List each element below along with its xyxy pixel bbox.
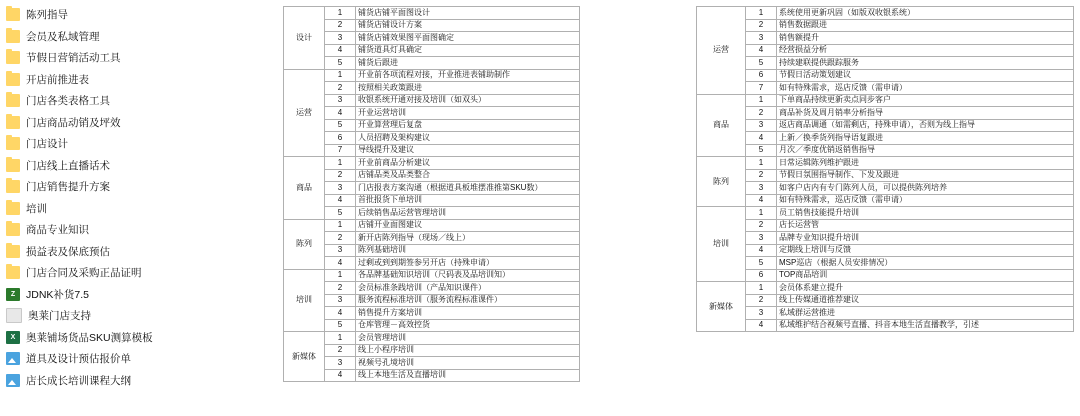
- service-table-middle: [283, 6, 580, 382]
- table-row: [697, 32, 1074, 45]
- table-row: [284, 319, 580, 332]
- table-row: [284, 244, 580, 257]
- table-row: [284, 7, 580, 20]
- row-number-cell: 4: [325, 194, 356, 207]
- folder-icon: [6, 73, 20, 86]
- row-number-cell: 3: [325, 32, 356, 45]
- list-item-label: 店长成长培训课程大纲: [26, 374, 131, 387]
- table-row: [697, 7, 1074, 20]
- category-cell: 设计: [284, 7, 325, 70]
- list-item[interactable]: [4, 133, 270, 155]
- row-text-cell: 铺货后跟进: [356, 57, 580, 70]
- row-text-cell: 铺货道具灯具确定: [356, 44, 580, 57]
- category-cell: 商品: [284, 157, 325, 220]
- table-row: [284, 207, 580, 220]
- row-text-cell: 服务流程标准培训（服务流程标准课件）: [356, 294, 580, 307]
- table-row: [697, 244, 1074, 257]
- row-text-cell: 会员管理培训: [356, 332, 580, 345]
- list-item[interactable]: [4, 112, 270, 134]
- list-item[interactable]: [4, 305, 270, 327]
- list-item-label: 会员及私域管理: [26, 30, 100, 43]
- row-text-cell: 过剩或到到期签参另开店（持殊申请）: [356, 257, 580, 270]
- row-number-cell: 2: [746, 169, 777, 182]
- doc-icon: [6, 308, 22, 323]
- row-number-cell: 5: [325, 207, 356, 220]
- row-number-cell: 3: [746, 307, 777, 320]
- row-number-cell: 1: [746, 207, 777, 220]
- row-number-cell: 3: [325, 294, 356, 307]
- list-item-label: 奥莱铺场货品SKU测算模板: [26, 331, 153, 344]
- list-item[interactable]: [4, 26, 270, 48]
- table-row: [284, 219, 580, 232]
- table-row: [697, 82, 1074, 95]
- row-text-cell: 门店报表方案沟通（根据道具板堆摆准推第SKU数）: [356, 182, 580, 195]
- row-number-cell: 3: [746, 32, 777, 45]
- row-number-cell: 2: [746, 294, 777, 307]
- row-number-cell: 4: [746, 132, 777, 145]
- table-row: [284, 194, 580, 207]
- table-row: [284, 182, 580, 195]
- category-cell: 运营: [284, 69, 325, 157]
- list-item-label: 商品专业知识: [26, 224, 89, 237]
- table-row: [697, 44, 1074, 57]
- row-number-cell: 3: [325, 182, 356, 195]
- table-row: [697, 182, 1074, 195]
- row-text-cell: 会员标准条践培训（产品知识课件）: [356, 282, 580, 295]
- row-number-cell: 2: [746, 107, 777, 120]
- row-number-cell: 1: [325, 7, 356, 20]
- table-row: [697, 269, 1074, 282]
- row-text-cell: 后续销售品运营管理培训: [356, 207, 580, 220]
- table-row: [697, 169, 1074, 182]
- row-text-cell: 店铺开业面图建议: [356, 219, 580, 232]
- table-row: [284, 19, 580, 32]
- table-row: [284, 44, 580, 57]
- folder-icon: [6, 8, 20, 21]
- list-item[interactable]: [4, 327, 270, 349]
- row-number-cell: 1: [325, 69, 356, 82]
- row-number-cell: 4: [746, 44, 777, 57]
- table-row: [697, 107, 1074, 120]
- row-text-cell: 开业算营理后复盘: [356, 119, 580, 132]
- row-text-cell: 系统使用更新巩固（如版双收银系统）: [777, 7, 1074, 20]
- table-row: [284, 282, 580, 295]
- category-cell: 新媒体: [697, 282, 746, 332]
- list-item[interactable]: [4, 155, 270, 177]
- list-item-label: 培训: [26, 202, 47, 215]
- row-text-cell: 上新／换季货列指导语复跟进: [777, 132, 1074, 145]
- table-row: [284, 232, 580, 245]
- row-text-cell: 人员招聘及架构建议: [356, 132, 580, 145]
- row-text-cell: 私域维护结合视频号直播、抖音本地生活直播教学，引述: [777, 319, 1074, 332]
- row-text-cell: 经营损益分析: [777, 44, 1074, 57]
- table-row: [697, 257, 1074, 270]
- row-text-cell: 如客户店内有专门陈列人员，可以提供陈列培养: [777, 182, 1074, 195]
- row-number-cell: 3: [746, 182, 777, 195]
- service-table-right: [696, 6, 1074, 332]
- table-row: [284, 144, 580, 157]
- table-row: [284, 32, 580, 45]
- list-item-label: 道具及设计预估报价单: [26, 353, 131, 366]
- row-text-cell: 线上传媒通道推荐建议: [777, 294, 1074, 307]
- row-text-cell: 品牌专业知识提升培训: [777, 232, 1074, 245]
- image-icon: [6, 374, 20, 387]
- row-number-cell: 3: [325, 244, 356, 257]
- list-item-label: JDNK补货7.5: [26, 288, 90, 301]
- list-item[interactable]: [4, 284, 270, 306]
- row-number-cell: 1: [746, 7, 777, 20]
- list-item[interactable]: [4, 69, 270, 91]
- category-cell: 培训: [697, 207, 746, 282]
- table-row: [697, 144, 1074, 157]
- list-item-label: 奥莱门店支持: [28, 310, 91, 323]
- category-cell: 陈列: [284, 219, 325, 269]
- row-number-cell: 1: [746, 157, 777, 170]
- row-text-cell: MSP巡店（根据人员安排情况）: [777, 257, 1074, 270]
- table-row: [697, 232, 1074, 245]
- row-text-cell: TOP商品培训: [777, 269, 1074, 282]
- row-text-cell: 陈列基础培训: [356, 244, 580, 257]
- table-row: [284, 269, 580, 282]
- row-text-cell: 首批报货下单培训: [356, 194, 580, 207]
- category-cell: 运营: [697, 7, 746, 95]
- row-number-cell: 1: [746, 94, 777, 107]
- row-number-cell: 2: [325, 232, 356, 245]
- row-text-cell: 商品补货及周月销率分析指导: [777, 107, 1074, 120]
- list-item-label: 门店设计: [26, 138, 68, 151]
- row-text-cell: 铺货店铺平面图设计: [356, 7, 580, 20]
- row-text-cell: 日常运辑陈列维护跟进: [777, 157, 1074, 170]
- row-text-cell: 收银系统开通对接及培训（如双头）: [356, 94, 580, 107]
- row-number-cell: 6: [746, 69, 777, 82]
- list-item-label: 门店线上直播话术: [26, 159, 110, 172]
- table-row: [697, 207, 1074, 220]
- folder-icon: [6, 202, 20, 215]
- file-list[interactable]: [0, 0, 270, 416]
- row-text-cell: 各品牌基础知识培训（尺码表及品培训知）: [356, 269, 580, 282]
- row-number-cell: 5: [325, 57, 356, 70]
- row-text-cell: 线上本地生活及直播培训: [356, 369, 580, 382]
- zip-icon: Z: [6, 288, 20, 301]
- row-text-cell: 线上小程序培训: [356, 344, 580, 357]
- row-text-cell: 视频号孔境培训: [356, 357, 580, 370]
- xls-icon: X: [6, 331, 20, 344]
- list-item[interactable]: [4, 370, 270, 392]
- table-row: [697, 119, 1074, 132]
- list-item-label: 节假日营销活动工具: [26, 52, 121, 65]
- table-row: [284, 69, 580, 82]
- row-number-cell: 2: [325, 282, 356, 295]
- list-item[interactable]: [4, 90, 270, 112]
- row-text-cell: 销售数据跟进: [777, 19, 1074, 32]
- row-number-cell: 2: [325, 169, 356, 182]
- row-number-cell: 3: [325, 94, 356, 107]
- list-item-label: 损益表及保底预估: [26, 245, 110, 258]
- row-text-cell: 员工销售技能提升培训: [777, 207, 1074, 220]
- list-item[interactable]: [4, 176, 270, 198]
- row-number-cell: 7: [325, 144, 356, 157]
- table-row: [697, 19, 1074, 32]
- list-item[interactable]: [4, 219, 270, 241]
- row-text-cell: 仓库管理－高效控货: [356, 319, 580, 332]
- table-row: [284, 119, 580, 132]
- list-item[interactable]: [4, 198, 270, 220]
- row-number-cell: 4: [325, 44, 356, 57]
- row-number-cell: 5: [746, 57, 777, 70]
- row-text-cell: 开业运营培训: [356, 107, 580, 120]
- category-cell: 陈列: [697, 157, 746, 207]
- row-text-cell: 月次／季度优销返销售指导: [777, 144, 1074, 157]
- row-number-cell: 4: [746, 319, 777, 332]
- row-number-cell: 4: [325, 369, 356, 382]
- row-text-cell: 定期线上培训与反馈: [777, 244, 1074, 257]
- list-item[interactable]: [4, 47, 270, 69]
- row-number-cell: 2: [325, 344, 356, 357]
- row-text-cell: 下单商品持续更新卖点同步客户: [777, 94, 1074, 107]
- list-item[interactable]: [4, 262, 270, 284]
- row-number-cell: 2: [746, 19, 777, 32]
- folder-icon: [6, 245, 20, 258]
- table-row: [697, 282, 1074, 295]
- row-text-cell: 开业前商品分析建议: [356, 157, 580, 170]
- table-row: [284, 344, 580, 357]
- list-item-label: 门店各类表格工具: [26, 95, 110, 108]
- folder-icon: [6, 223, 20, 236]
- row-number-cell: 5: [746, 144, 777, 157]
- table-row: [284, 94, 580, 107]
- table-row: [697, 294, 1074, 307]
- table-row: [697, 57, 1074, 70]
- row-text-cell: 会员体系建立提升: [777, 282, 1074, 295]
- row-text-cell: 持续建联提供跟踪服务: [777, 57, 1074, 70]
- table-row: [284, 82, 580, 95]
- table-row: [697, 94, 1074, 107]
- row-number-cell: 4: [325, 107, 356, 120]
- table-row: [697, 319, 1074, 332]
- row-number-cell: 4: [746, 194, 777, 207]
- table-row: [697, 69, 1074, 82]
- row-text-cell: 开业前各项流程对接，开业推进表铺助制作: [356, 69, 580, 82]
- row-number-cell: 2: [325, 19, 356, 32]
- table-row: [284, 57, 580, 70]
- list-item-label: 开店前推进表: [26, 73, 89, 86]
- folder-icon: [6, 30, 20, 43]
- table-row: [697, 194, 1074, 207]
- category-cell: 商品: [697, 94, 746, 157]
- row-number-cell: 3: [325, 357, 356, 370]
- row-text-cell: 返店商品调通（如需剩店，持殊申请），否则为线上指导: [777, 119, 1074, 132]
- row-number-cell: 5: [746, 257, 777, 270]
- row-number-cell: 1: [325, 157, 356, 170]
- list-item-label: 门店商品动销及坪效: [26, 116, 121, 129]
- row-number-cell: 1: [325, 269, 356, 282]
- row-number-cell: 7: [746, 82, 777, 95]
- row-text-cell: 私域群运营推进: [777, 307, 1074, 320]
- list-item[interactable]: [4, 4, 270, 26]
- row-text-cell: 铺货店铺效果图平面图确定: [356, 32, 580, 45]
- folder-icon: [6, 137, 20, 150]
- table-row: [697, 307, 1074, 320]
- folder-icon: [6, 266, 20, 279]
- row-number-cell: 4: [325, 257, 356, 270]
- row-number-cell: 1: [325, 219, 356, 232]
- row-text-cell: 如有特殊需求，巡店反馈（需申请）: [777, 82, 1074, 95]
- table-row: [284, 107, 580, 120]
- list-item-label: 陈列指导: [26, 9, 68, 22]
- row-number-cell: 2: [325, 82, 356, 95]
- row-number-cell: 6: [746, 269, 777, 282]
- row-number-cell: 5: [325, 119, 356, 132]
- row-text-cell: 店长运营管: [777, 219, 1074, 232]
- row-number-cell: 5: [325, 319, 356, 332]
- category-cell: 培训: [284, 269, 325, 332]
- table-row: [284, 157, 580, 170]
- row-number-cell: 4: [746, 244, 777, 257]
- folder-icon: [6, 94, 20, 107]
- table-row: [284, 132, 580, 145]
- table-row: [697, 157, 1074, 170]
- row-number-cell: 2: [746, 219, 777, 232]
- row-number-cell: 4: [325, 307, 356, 320]
- row-number-cell: 1: [325, 332, 356, 345]
- table-row: [284, 294, 580, 307]
- table-row: [697, 219, 1074, 232]
- row-text-cell: 铺货店铺设计方案: [356, 19, 580, 32]
- list-item-label: 门店销售提升方案: [26, 181, 110, 194]
- row-text-cell: 导线提升及建议: [356, 144, 580, 157]
- list-item[interactable]: [4, 241, 270, 263]
- row-text-cell: 销售提升方案培训: [356, 307, 580, 320]
- row-text-cell: 如有特殊需求，巡店反馈（需申请）: [777, 194, 1074, 207]
- row-text-cell: 按照相关政策跟进: [356, 82, 580, 95]
- table-row: [284, 332, 580, 345]
- folder-icon: [6, 180, 20, 193]
- image-icon: [6, 352, 20, 365]
- table-row: [284, 257, 580, 270]
- list-item[interactable]: [4, 348, 270, 370]
- row-text-cell: 节假日活动策划建议: [777, 69, 1074, 82]
- folder-icon: [6, 51, 20, 64]
- folder-icon: [6, 159, 20, 172]
- row-text-cell: 店铺品类及品类整合: [356, 169, 580, 182]
- row-number-cell: 1: [746, 282, 777, 295]
- row-number-cell: 6: [325, 132, 356, 145]
- table-row: [697, 132, 1074, 145]
- folder-icon: [6, 116, 20, 129]
- list-item-label: 门店合同及采购正品证明: [26, 267, 142, 280]
- row-number-cell: 3: [746, 119, 777, 132]
- table-row: [284, 169, 580, 182]
- category-cell: 新媒体: [284, 332, 325, 382]
- row-text-cell: 节假日氛围指导制作、下发及跟进: [777, 169, 1074, 182]
- row-text-cell: 销售额提升: [777, 32, 1074, 45]
- row-number-cell: 3: [746, 232, 777, 245]
- table-row: [284, 357, 580, 370]
- table-row: [284, 369, 580, 382]
- table-row: [284, 307, 580, 320]
- row-text-cell: 新开店陈列指导（现场／线上）: [356, 232, 580, 245]
